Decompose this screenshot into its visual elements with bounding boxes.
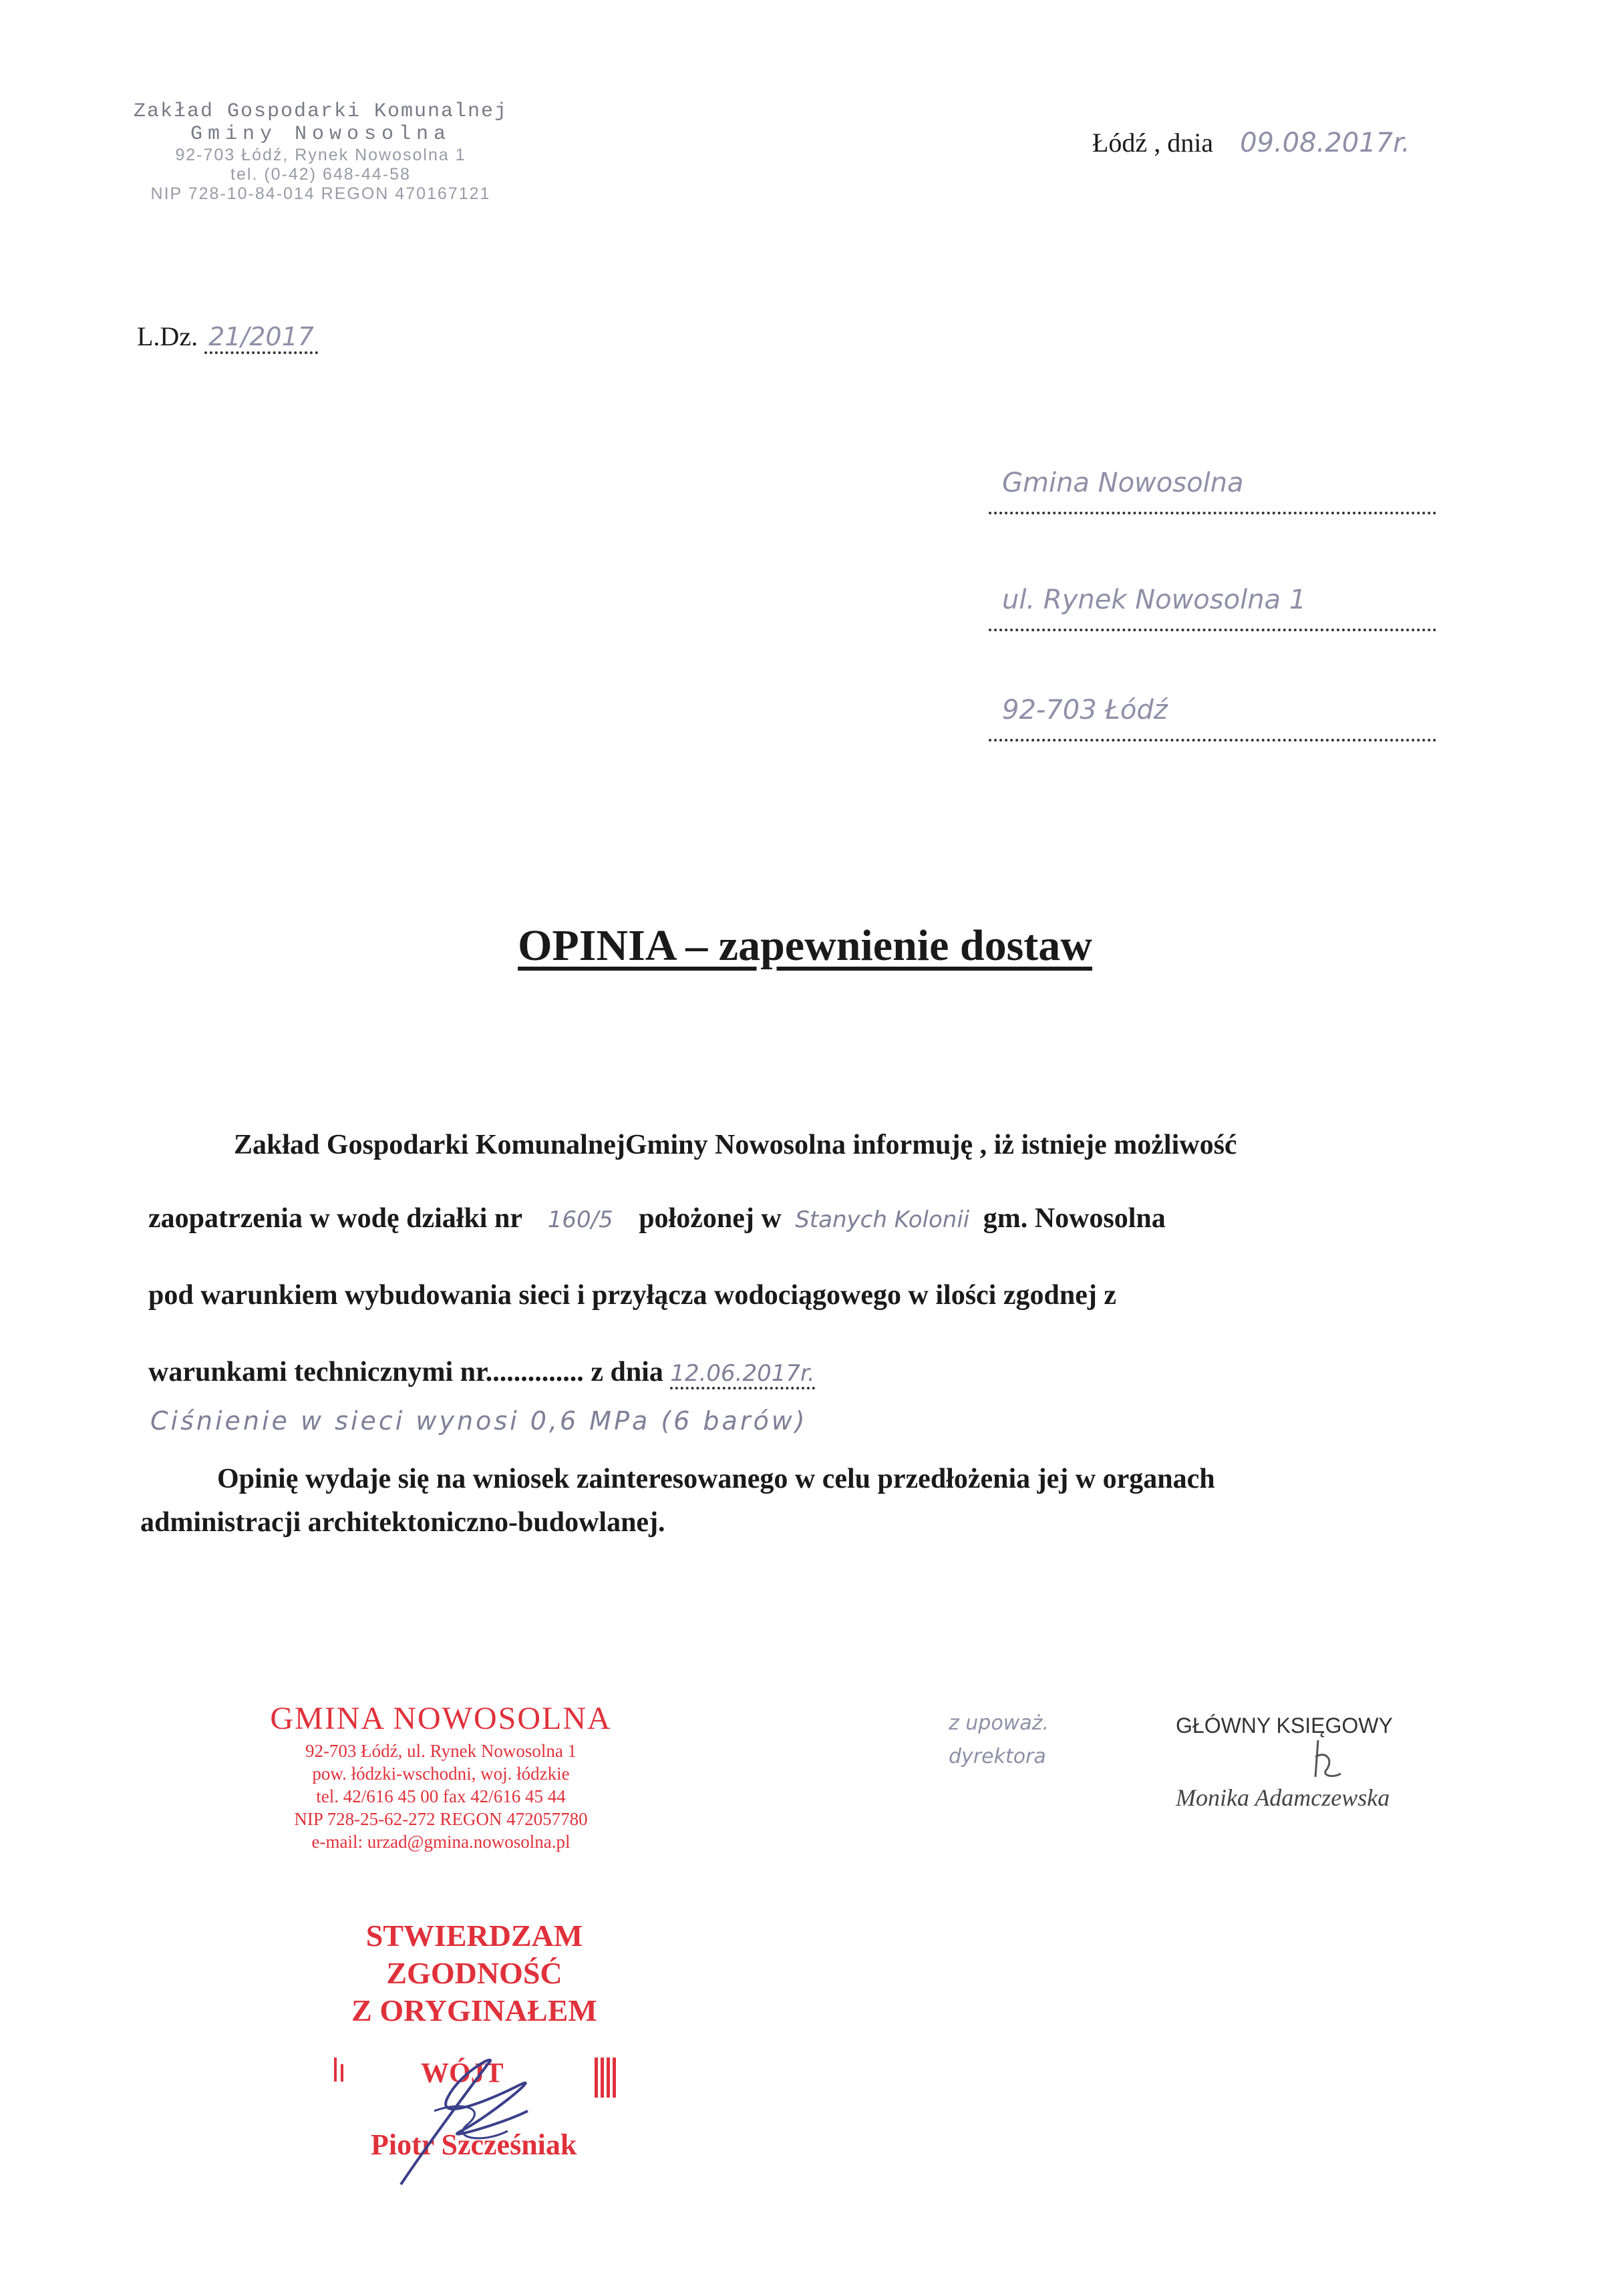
body-paragraph: administracji architektoniczno-budowlanej.: [140, 1507, 665, 1538]
letterhead-line: 92-703 Łódź, Rynek Nowosolna 1: [175, 146, 466, 164]
stamp-line: e-mail: urzad@gmina.nowosolna.pl: [311, 1832, 571, 1852]
body-text: zaopatrzenia w wodę działki nr: [148, 1203, 522, 1234]
certification-line: Z ORYGINAŁEM: [351, 1993, 597, 2027]
letterhead-line: tel. (0-42) 648-44-58: [230, 165, 411, 184]
stamp-line: tel. 42/616 45 00 fax 42/616 45 44: [316, 1786, 566, 1806]
mayor-title: WÓJT: [421, 2058, 504, 2089]
stamp-bars-left: [334, 2058, 343, 2085]
body-text: gm. Nowosolna: [983, 1203, 1166, 1234]
body-paragraph: Zakład Gospodarki KomunalnejGminy Nowosolna informuję , iż istnieje możliwość: [234, 1130, 1237, 1160]
place-date: [1092, 127, 1410, 158]
mayor-signature: [387, 2044, 561, 2198]
parcel-location: Stanych Kolonii: [795, 1206, 970, 1233]
place-date-label: Łódź , dnia: [1092, 128, 1214, 158]
body-paragraph: pod warunkiem wybudowania sieci i przyłącza wodociągowego w ilości zgodnej z: [148, 1280, 1116, 1311]
body-text: z dnia: [591, 1357, 663, 1387]
recipient-line-1: [989, 468, 1436, 514]
document-title: OPINIA – zapewnienie dostaw: [518, 921, 1092, 970]
stamp-line: NIP 728-25-62-272 REGON 472057780: [294, 1809, 588, 1829]
reference-label: L.Dz.: [137, 321, 198, 351]
certification-line: ZGODNOŚĆ: [386, 1956, 562, 1990]
body-text: warunkami technicznymi nr..............: [148, 1357, 584, 1387]
note-line: z upoważ.: [949, 1711, 1049, 1735]
recipient-line-2: [989, 585, 1436, 631]
mayor-name: Piotr Szcześniak: [371, 2128, 577, 2161]
letterhead-line: NIP 728-10-84-014 REGON 470167121: [150, 184, 491, 203]
letterhead-line: Gminy Nowosolna: [190, 123, 452, 146]
authorization-note: [949, 1707, 1049, 1774]
certification-stamp: [314, 1917, 635, 2029]
letterhead-stamp: [80, 100, 561, 204]
municipal-stamp: [240, 1700, 641, 1853]
reference-value: 21/2017: [204, 322, 318, 354]
recipient-text: 92-703 Łódź: [1002, 695, 1168, 725]
parcel-number: 160/5: [547, 1206, 613, 1233]
technical-conditions-date: 12.06.2017r.: [670, 1360, 814, 1389]
reference-number: [137, 321, 318, 354]
accountant-title: GŁÓWNY KSIĘGOWY: [1176, 1713, 1393, 1738]
recipient-text: ul. Rynek Nowosolna 1: [1002, 585, 1307, 615]
accountant-name: Monika Adamczewska: [1176, 1784, 1390, 1811]
body-text: położonej w: [639, 1203, 782, 1234]
place-date-value: 09.08.2017r.: [1240, 128, 1410, 158]
recipient-text: Gmina Nowosolna: [1002, 468, 1244, 498]
note-line: dyrektora: [949, 1745, 1046, 1768]
stamp-name: GMINA NOWOSOLNA: [270, 1701, 612, 1736]
body-paragraph: [148, 1356, 815, 1389]
dotted-rule: [989, 629, 1436, 631]
accountant-signature: [1306, 1737, 1346, 1784]
recipient-line-3: [989, 695, 1436, 742]
stamp-line: pow. łódzki-wschodni, woj. łódzkie: [312, 1764, 570, 1784]
handwritten-pressure-note: Ciśnienie w sieci wynosi 0,6 MPa (6 barów): [150, 1406, 808, 1436]
dotted-rule: [989, 739, 1436, 742]
dotted-rule: [989, 512, 1436, 514]
body-paragraph: Opinię wydaje się na wniosek zainteresowanego w celu przedłożenia jej w organach: [217, 1464, 1215, 1494]
certification-line: STWIERDZAM: [365, 1919, 583, 1953]
body-paragraph: [148, 1202, 1166, 1235]
stamp-bars-right: [595, 2058, 619, 2101]
stamp-line: 92-703 Łódź, ul. Rynek Nowosolna 1: [305, 1741, 577, 1761]
letterhead-line: Zakład Gospodarki Komunalnej: [133, 100, 508, 123]
